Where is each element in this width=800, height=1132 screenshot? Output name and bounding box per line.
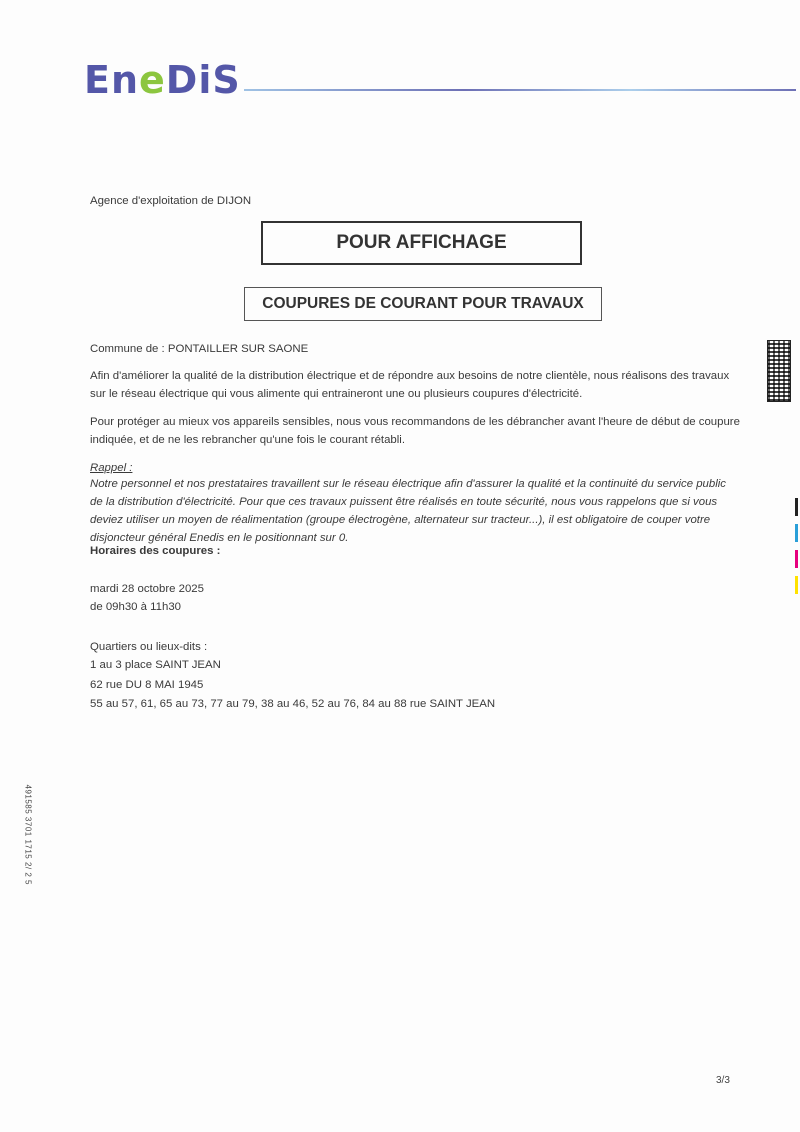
location-item: 62 rue DU 8 MAI 1945 bbox=[90, 679, 204, 691]
rappel-paragraph: Notre personnel et nos prestataires travaillent sur le réseau électrique afin d'assurer la qualité et la continuité du service public de la distribution d'électricité. Pour que ces travaux puissent être réalisés en toute sécurité, nous vous rappelons que si vous deviez utiliser un moyen de réalimentation (groupe électrogène, alternateur sur tracteur...), il est obligatoire de couper votre disjoncteur général Enedis en le positionnant sur 0. bbox=[90, 478, 726, 544]
intro-paragraph: Afin d'améliorer la qualité de la distribution électrique et de répondre aux besoins de notre clientèle, nous réalisons des travaux sur le réseau électrique qui vous alimente qui entraineront une ou plusieurs coupures d'électricité. bbox=[90, 370, 730, 400]
affichage-title-box bbox=[261, 221, 582, 265]
rappel-heading: Rappel : bbox=[90, 462, 133, 474]
header-divider bbox=[244, 89, 796, 91]
location-item: 55 au 57, 61, 65 au 73, 77 au 79, 38 au 46, 52 au 76, 84 au 88 rue SAINT JEAN bbox=[90, 698, 496, 710]
outage-time: de 09h30 à 11h30 bbox=[90, 601, 182, 613]
outage-date: mardi 28 octobre 2025 bbox=[90, 583, 204, 595]
location-item: 1 au 3 place SAINT JEAN bbox=[90, 659, 221, 671]
side-print-code: 491585 3701 1715 2/ 2 5 bbox=[23, 784, 33, 885]
print-mark-black bbox=[795, 498, 798, 516]
agence-label: Agence d'exploitation de DIJON bbox=[90, 195, 252, 207]
coupures-subtitle-box bbox=[244, 287, 602, 321]
enedis-logo: EneDiS bbox=[84, 58, 241, 102]
page-number: 3/3 bbox=[716, 1075, 730, 1086]
coupures-subtitle: COUPURES DE COURANT POUR TRAVAUX bbox=[262, 295, 584, 312]
affichage-title: POUR AFFICHAGE bbox=[336, 232, 507, 253]
horaires-heading: Horaires des coupures : bbox=[90, 545, 221, 557]
print-mark-magenta bbox=[795, 550, 798, 568]
advice-paragraph: Pour protéger au mieux vos appareils sensibles, nous vous recommandons de les débrancher avant l'heure de début de coupure indiquée, et de ne les rebrancher qu'une fois le courant rétabli. bbox=[90, 416, 740, 446]
commune-label: Commune de : PONTAILLER SUR SAONE bbox=[90, 343, 309, 355]
print-mark-yellow bbox=[795, 576, 798, 594]
datamatrix-code bbox=[767, 340, 791, 402]
quartiers-heading: Quartiers ou lieux-dits : bbox=[90, 641, 208, 653]
print-mark-cyan bbox=[795, 524, 798, 542]
